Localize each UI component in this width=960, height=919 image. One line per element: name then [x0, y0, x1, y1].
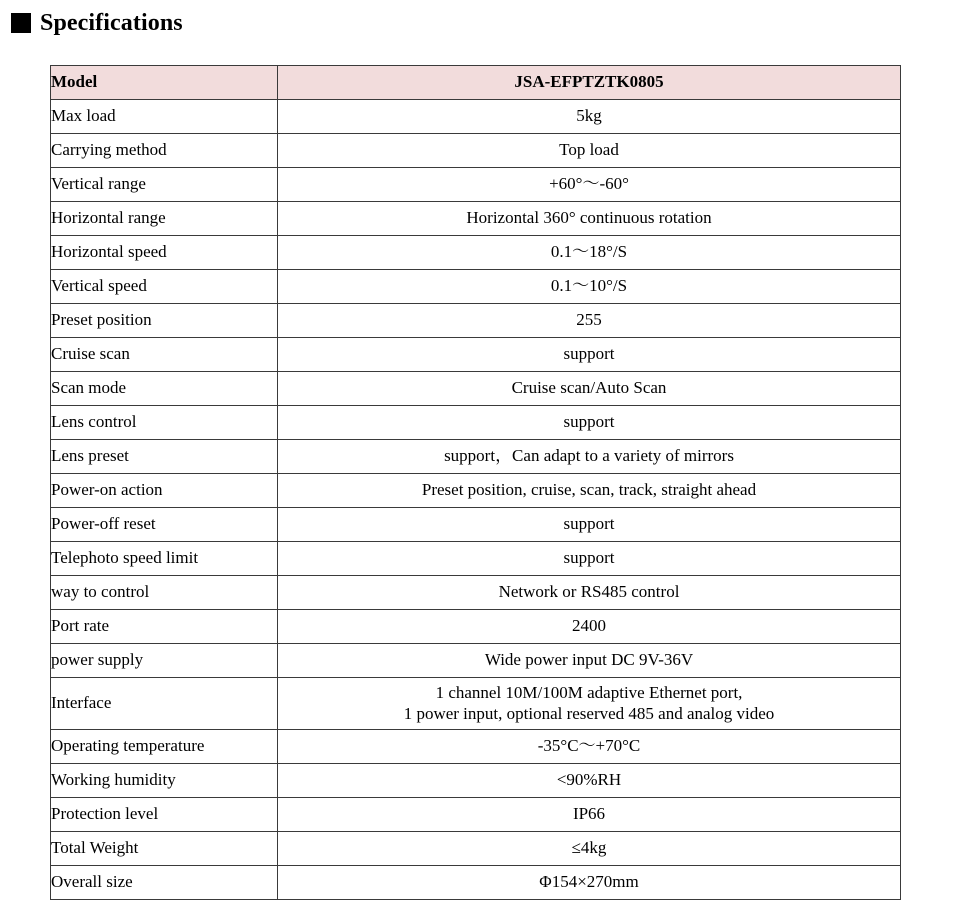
spec-label: Telephoto speed limit	[51, 542, 278, 576]
spec-value: <90%RH	[278, 764, 901, 798]
table-row	[51, 576, 901, 610]
spec-label: power supply	[51, 644, 278, 678]
table-row	[51, 100, 901, 134]
spec-value: Wide power input DC 9V-36V	[278, 644, 901, 678]
spec-value: 5kg	[278, 100, 901, 134]
specifications-table	[50, 65, 901, 900]
spec-label: Vertical range	[51, 168, 278, 202]
table-row	[51, 678, 901, 730]
spec-label: Horizontal speed	[51, 236, 278, 270]
table-row	[51, 406, 901, 440]
spec-label: Power-off reset	[51, 508, 278, 542]
spec-label: Carrying method	[51, 134, 278, 168]
page-heading	[0, 0, 960, 36]
spec-value-line: 1 channel 10M/100M adaptive Ethernet port,	[435, 683, 743, 703]
spec-value: 0.1〜18°/S	[278, 236, 901, 270]
spec-label: Scan mode	[51, 372, 278, 406]
table-row	[51, 202, 901, 236]
spec-value: ≤4kg	[278, 832, 901, 866]
table-row	[51, 474, 901, 508]
spec-label: way to control	[51, 576, 278, 610]
page-title: Specifications	[40, 9, 183, 36]
spec-value: -35°C〜+70°C	[278, 730, 901, 764]
spec-value: support，Can adapt to a variety of mirrors	[278, 440, 901, 474]
spec-label: Port rate	[51, 610, 278, 644]
spec-label: Vertical speed	[51, 270, 278, 304]
table-row	[51, 168, 901, 202]
spec-label: Overall size	[51, 866, 278, 900]
spec-label: Operating temperature	[51, 730, 278, 764]
spec-label: Total Weight	[51, 832, 278, 866]
spec-value: Φ154×270mm	[278, 866, 901, 900]
spec-label: Horizontal range	[51, 202, 278, 236]
spec-value: Network or RS485 control	[278, 576, 901, 610]
table-row	[51, 542, 901, 576]
table-row	[51, 644, 901, 678]
spec-value: IP66	[278, 798, 901, 832]
table-row	[51, 508, 901, 542]
table-row	[51, 236, 901, 270]
spec-label: Power-on action	[51, 474, 278, 508]
spec-label: Cruise scan	[51, 338, 278, 372]
spec-value: 0.1〜10°/S	[278, 270, 901, 304]
table-row	[51, 866, 901, 900]
table-row	[51, 730, 901, 764]
spec-label: Lens control	[51, 406, 278, 440]
table-row	[51, 440, 901, 474]
spec-value: Horizontal 360° continuous rotation	[278, 202, 901, 236]
spec-value: +60°〜-60°	[278, 168, 901, 202]
spec-value: Top load	[278, 134, 901, 168]
spec-label: Preset position	[51, 304, 278, 338]
table-row	[51, 764, 901, 798]
spec-label: Protection level	[51, 798, 278, 832]
specifications-table-container	[50, 65, 900, 900]
table-row	[51, 610, 901, 644]
spec-value: support	[278, 542, 901, 576]
table-row	[51, 832, 901, 866]
spec-value: Preset position, cruise, scan, track, straight ahead	[278, 474, 901, 508]
table-row	[51, 372, 901, 406]
spec-value	[278, 678, 901, 730]
table-row	[51, 338, 901, 372]
spec-value: 2400	[278, 610, 901, 644]
spec-value: support	[278, 338, 901, 372]
table-header-value: JSA-EFPTZTK0805	[278, 66, 901, 100]
table-header-row	[51, 66, 901, 100]
table-row	[51, 304, 901, 338]
table-row	[51, 270, 901, 304]
table-header-label: Model	[51, 66, 278, 100]
spec-label: Max load	[51, 100, 278, 134]
spec-value: support	[278, 406, 901, 440]
spec-value: 255	[278, 304, 901, 338]
spec-label: Working humidity	[51, 764, 278, 798]
spec-label: Interface	[51, 678, 278, 730]
table-row	[51, 798, 901, 832]
spec-value: Cruise scan/Auto Scan	[278, 372, 901, 406]
table-row	[51, 134, 901, 168]
spec-value-line: 1 power input, optional reserved 485 and analog video	[403, 703, 775, 723]
spec-label: Lens preset	[51, 440, 278, 474]
spec-value: support	[278, 508, 901, 542]
filled-square-bullet-icon	[11, 13, 31, 33]
